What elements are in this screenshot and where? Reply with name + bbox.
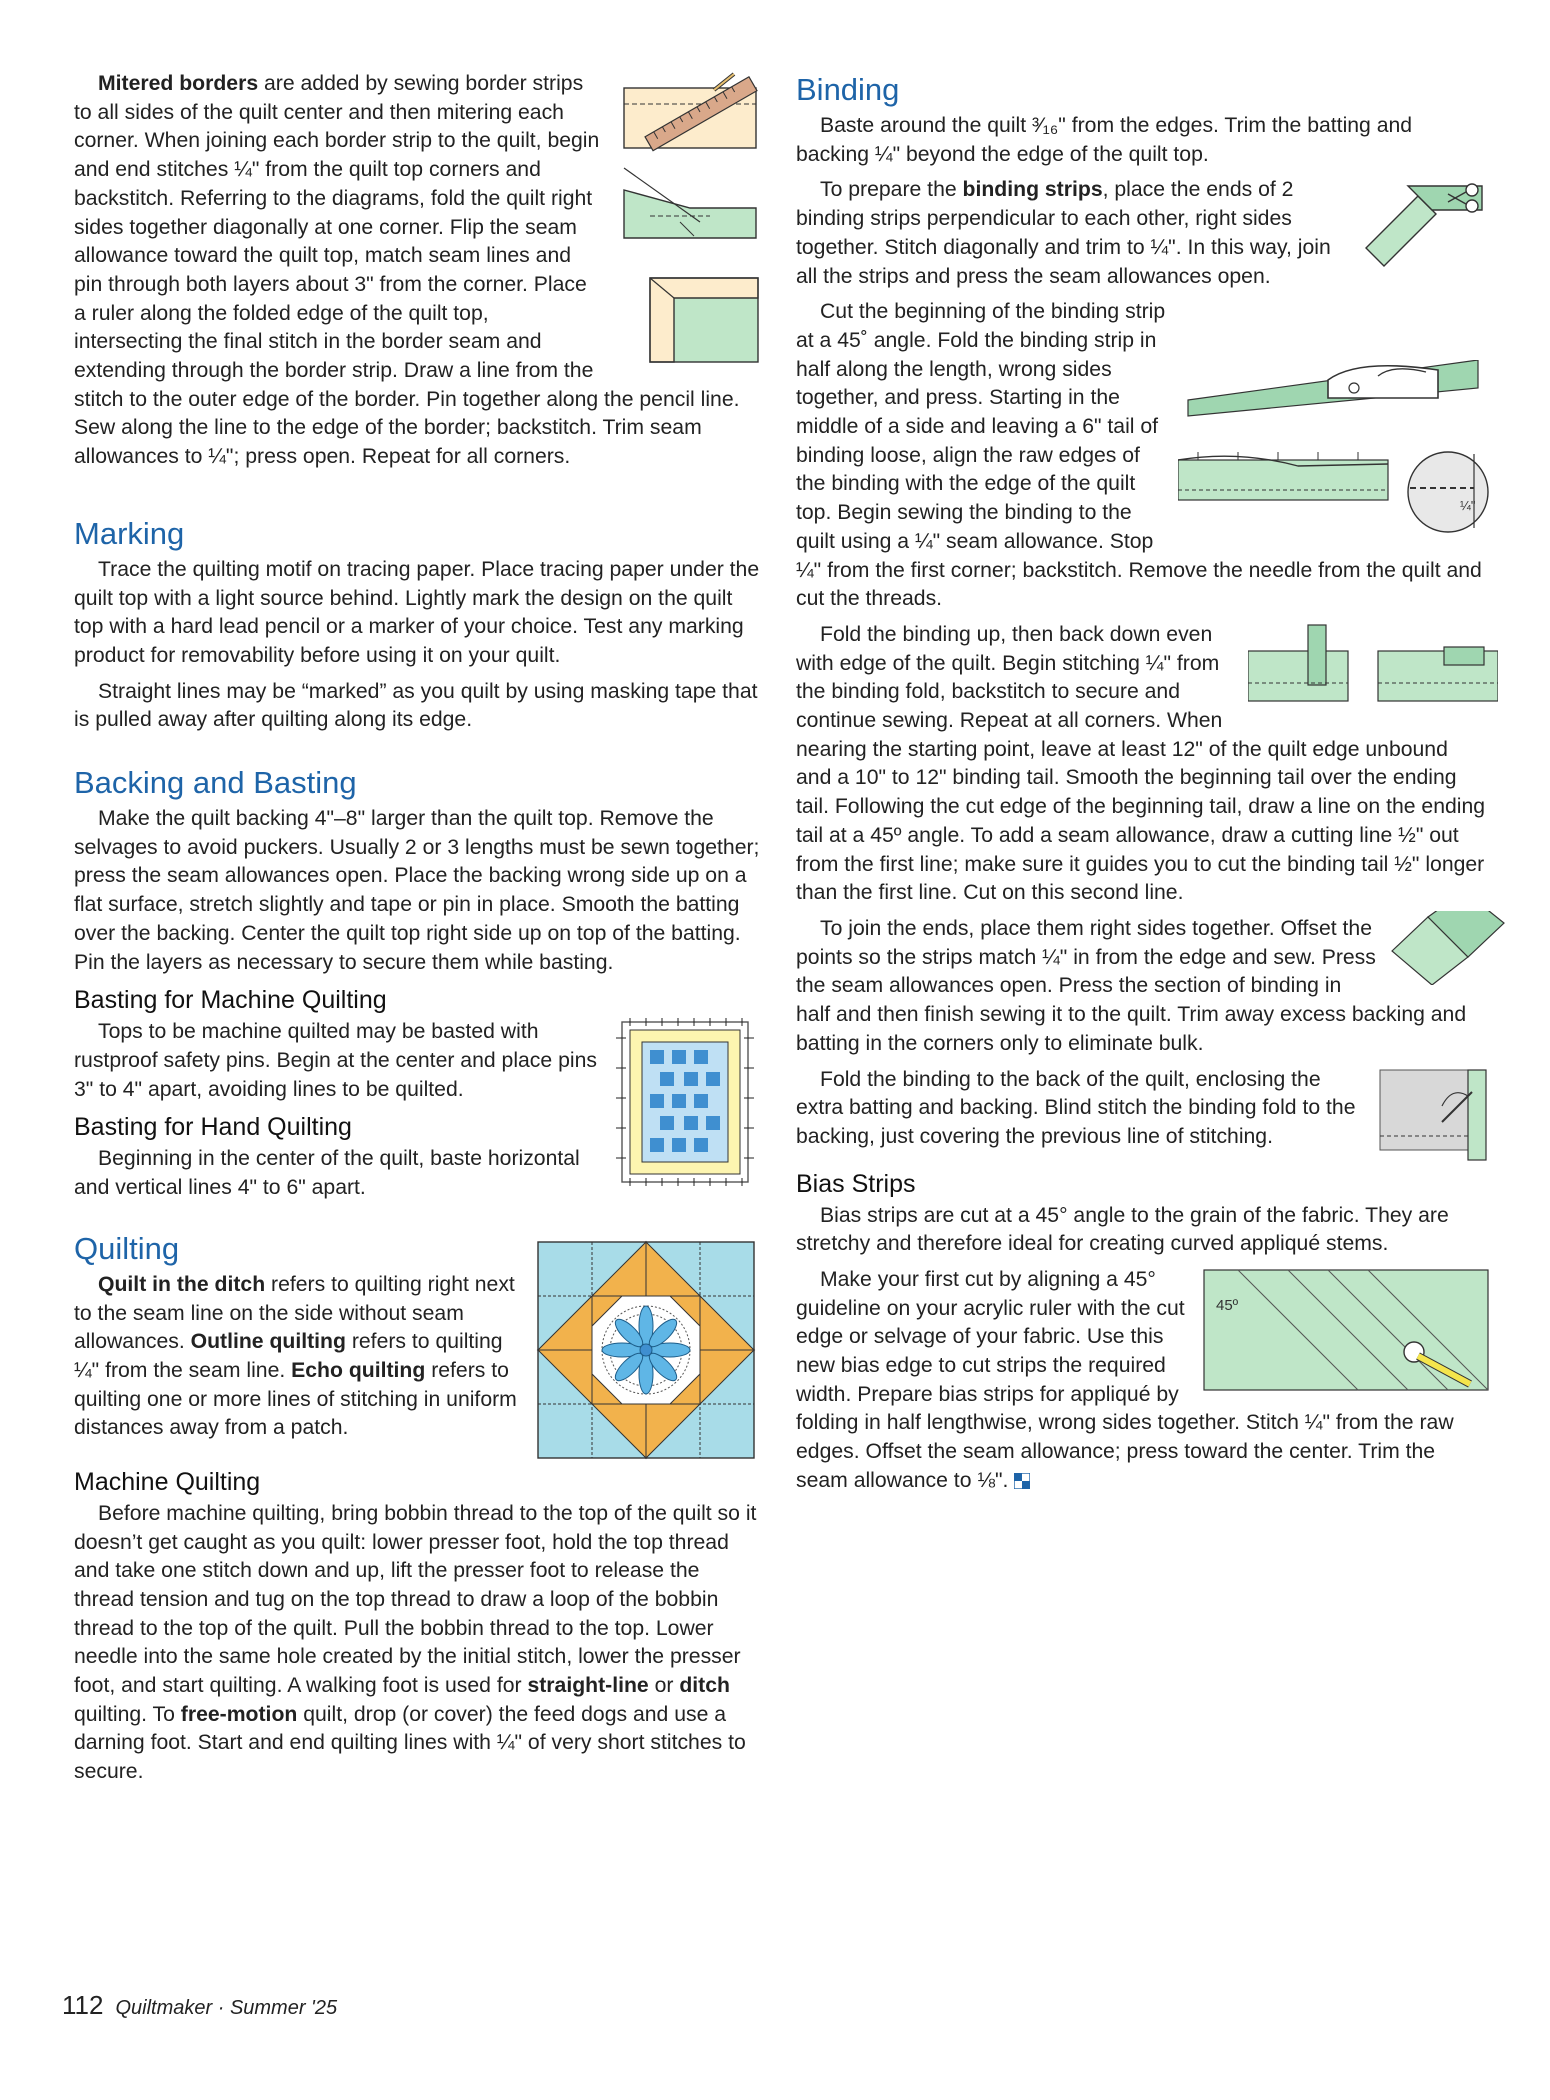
- bias-strips-heading: Bias Strips: [796, 1169, 916, 1198]
- backing-basting-heading: Backing and Basting: [74, 765, 357, 801]
- page-number: 112: [62, 1990, 104, 2020]
- quilting-heading: Quilting: [74, 1230, 180, 1266]
- marking-paragraph-2: Straight lines may be “marked” as you quilt by using masking tape that is pulled away after quilting along its edge.: [74, 679, 758, 732]
- echo-quilting-term: Echo quilting: [291, 1358, 426, 1382]
- issue-label: Summer '25: [229, 1997, 338, 2019]
- outline-quilting-term: Outline quilting: [190, 1330, 346, 1354]
- bias-strips-paragraph-1: Bias strips are cut at a 45° angle to the grain of the fabric. They are stretchy and therefore ideal for creating curved appliqué stems.: [796, 1203, 1449, 1256]
- machine-quilting-paragraph: [74, 1500, 760, 1787]
- binding-paragraph-4: Fold the binding up, then back down even with edge of the quilt. Begin stitching ¼" from the binding fold, backstitch to secure and continue sewing. Repeat at all corners. When nearing the starting point, leave at least 12" of the quilt edge unbound and a 10" to 12" binding tail. Smooth the beginning tail over the ending tail. Following the cut edge of the beginning tail, draw a line on the ending tail at a 45º angle. To add a seam allowance, draw a cutting line ½" out from the first line; make sure it guides you to cut the binding tail ½" longer than the first line. Cut on this second line.: [796, 622, 1486, 905]
- footer-separator: ·: [212, 1997, 230, 2019]
- binding-heading: Binding: [796, 72, 900, 107]
- ditch-term: ditch: [679, 1674, 730, 1698]
- basting-machine-paragraph: Tops to be machine quilted may be basted with rustproof safety pins. Begin at the center and place pins 3" to 4" apart, avoiding lines to be quilted.: [74, 1020, 597, 1101]
- magazine-title: Quiltmaker: [115, 1997, 213, 2019]
- binding-paragraph-5: To join the ends, place them right sides together. Offset the points so the strips match ¼" in from the edge and sew. Press the seam allowances open. Press the section of binding in half and then finish sewing it to the quilt. Trim away excess backing and batting in the corners only to eliminate bulk.: [796, 916, 1467, 1055]
- mitered-borders-text: are added by sewing border strips to all sides of the quilt center and then mitering each corner. When joining each border strip to the quilt, begin and end stitches ¼" from the quilt top corners and backstitch. Referring to the diagrams, fold the quilt right sides together diagonally at one corner. Flip the seam allowance toward the quilt top, match seam lines and pin through both layers about 3" from the corner. Place a ruler along the folded edge of the quilt top, intersecting the final stitch in the border seam and extending through the border strip. Draw a line from the stitch to the outer edge of the border. Pin together along the pencil line. Sew along the line to the edge of the border; backstitch. Trim seam allowances to ¼"; press open. Repeat for all corners.: [74, 72, 740, 469]
- machine-quilting-text-3: quilting. To: [74, 1702, 181, 1726]
- machine-quilting-text-4: quilt, drop (or cover) the feed dogs and use a darning foot. Start and end quilting lines with ¼" of very short stitches to secure.: [74, 1702, 746, 1784]
- bias-cut-figure: [1198, 1266, 1494, 1396]
- mitered-borders-lead: Mitered borders: [98, 72, 259, 95]
- bias-strips-text-2: Make your first cut by aligning a 45° guideline on your acrylic ruler with the cut edge or selvage of your fabric. Use this new bias edge to cut strips the required width. Prepare bias strips for appliqué by folding in half lengthwise, wrong sides together. Stitch ¼" from the raw edges. Offset the seam allowance; press toward the center. Trim the seam allowance to ⅛".: [796, 1267, 1454, 1492]
- basting-hand-heading: Basting for Hand Quilting: [74, 1113, 352, 1142]
- backing-basting-paragraph: Make the quilt backing 4"–8" larger than the quilt top. Remove the selvages to avoid puckers. Usually 2 or 3 lengths must be sewn together; press the seam allowances open. Place the backing wrong side up on a flat surface, stretch slightly and tape or pin in place. Smooth the batting over the backing. Center the quilt top right side up on top of the batting. Pin the layers as necessary to secure them while basting.: [74, 807, 760, 974]
- page-footer: [62, 1990, 337, 2021]
- binding-corner-figures: [1248, 621, 1498, 717]
- quilting-text-1: refers to quilting right next to the seam line on the side without seam allowances.: [74, 1272, 515, 1354]
- pin-basted-quilt-figure: [610, 1008, 760, 1198]
- quilting-text-3: refers to quilting one or more lines of stitching in uniform distances away from a patch.: [74, 1358, 517, 1440]
- binding-strips-figure: [1358, 178, 1488, 278]
- forty-five-degree-label: 45º: [1216, 1296, 1239, 1314]
- iron-icon: [1328, 366, 1438, 398]
- binding-join-figure: [1388, 911, 1508, 985]
- star-block-figure: [532, 1236, 760, 1464]
- quilt-in-ditch-term: Quilt in the ditch: [98, 1272, 266, 1296]
- binding-strips-term: binding strips: [962, 178, 1103, 202]
- end-mark-icon: [1014, 1473, 1030, 1489]
- basting-hand-paragraph: Beginning in the center of the quilt, baste horizontal and vertical lines 4" to 6" apart.: [74, 1147, 580, 1200]
- free-motion-term: free-motion: [180, 1702, 298, 1726]
- binding-iron-figures: [1178, 360, 1498, 550]
- blind-stitch-figure: [1372, 1066, 1502, 1166]
- mitered-border-figures: [610, 72, 760, 372]
- machine-quilting-text-1: Before machine quilting, bring bobbin thread to the top of the quilt so it doesn’t get caught as you quilt: lower presser foot, hold the top thread and take one stitch down and up, lift the presser foot to release the thread tension and tug on the top thread to draw a loop of the bobbin thread to the top of the quilt. Pull the bobbin thread to the top. Lower needle into the same hole created by the initial stitch, lower the presser foot, and start quilting. A walking foot is used for: [74, 1501, 757, 1698]
- binding-text-2c: , place the ends of 2 binding strips perpendicular to each other, right sides together. Stitch diagonally and trim to ¼". In this way, join all the strips and press the seam allowances open.: [796, 178, 1331, 288]
- binding-paragraph-6: Fold the binding to the back of the quilt, enclosing the extra batting and backing. Blind stitch the binding fold to the backing, just covering the previous line of stitching.: [796, 1067, 1356, 1148]
- quilting-text-2: refers to quilting ¼" from the seam line.: [74, 1330, 503, 1382]
- right-column: [796, 70, 1488, 1503]
- left-column: [74, 70, 760, 1794]
- machine-quilting-text-2: or: [648, 1674, 680, 1698]
- binding-paragraph-3: Cut the beginning of the binding strip at a 45˚ angle. Fold the binding strip in half along the length, wrong sides together, and press. Starting in the middle of a side and leaving a 6" tail of binding loose, align the raw edges of the binding with the edge of the quilt top. Begin sewing the binding to the quilt using a ¼" seam allowance. Stop ¼" from the first corner; backstitch. Remove the needle from the quilt and cut the threads.: [796, 300, 1482, 611]
- machine-quilting-heading: Machine Quilting: [74, 1467, 261, 1496]
- straight-line-term: straight-line: [527, 1674, 649, 1698]
- marking-paragraph-1: Trace the quilting motif on tracing paper. Place tracing paper under the quilt top with a light source behind. Lightly mark the design on the quilt top with a hard lead pencil or a marker of your choice. Test any marking product for removability before using it on your quilt.: [74, 557, 760, 667]
- quarter-inch-label: ¼": [1460, 498, 1476, 514]
- binding-text-2a: To prepare the: [820, 178, 963, 202]
- marking-heading: Marking: [74, 515, 185, 551]
- binding-paragraph-1: Baste around the quilt ³⁄₁₆" from the edges. Trim the batting and backing ¼" beyond the edge of the quilt top.: [796, 114, 1413, 166]
- basting-machine-heading: Basting for Machine Quilting: [74, 986, 387, 1015]
